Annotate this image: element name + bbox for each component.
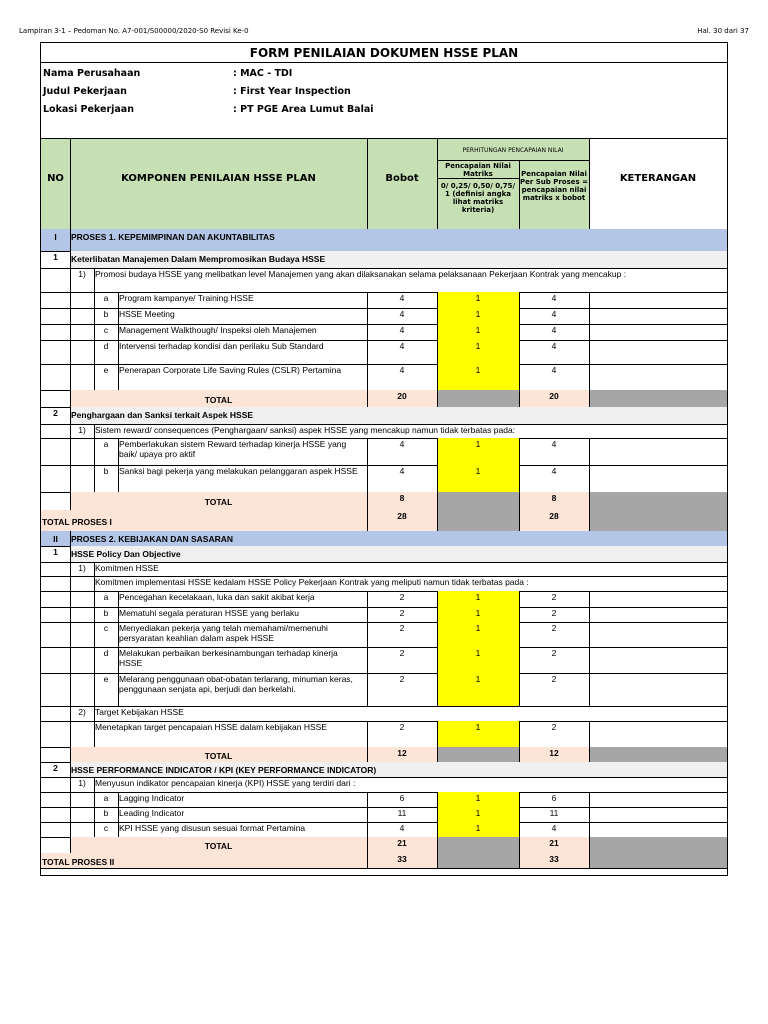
- item-text: Mematuhi segala peraturan HSSE yang berlaku: [119, 608, 300, 618]
- total-row: [41, 837, 727, 853]
- note-row: [41, 721, 727, 747]
- item-text: Pemberlakukan sistem Reward terhadap kinerja HSSE yang baik/ upaya pro aktif: [119, 439, 347, 459]
- sub-score-value: 2: [551, 608, 557, 618]
- item-letter: b: [103, 309, 109, 319]
- table-row: [41, 822, 727, 837]
- bobot-value: 2: [399, 623, 405, 633]
- subsection-row: [41, 762, 727, 777]
- sub-score-value: 4: [551, 293, 557, 303]
- matrix-value: 1: [475, 793, 481, 803]
- col-komponen: KOMPONEN PENILAIAN HSSE PLAN: [121, 173, 316, 184]
- bobot-value: 2: [399, 608, 405, 618]
- section-number: II: [53, 534, 58, 544]
- sub-row: [41, 706, 727, 721]
- item-text: Intervensi terhadap kondisi dan perilaku Sub Standard: [119, 341, 324, 351]
- matrix-value: 1: [475, 722, 481, 732]
- section-title: PROSES 2. KEBIJAKAN DAN SASARAN: [71, 534, 233, 544]
- total-score: 20: [549, 391, 559, 401]
- bobot-value: 4: [399, 341, 405, 351]
- table-row: [41, 807, 727, 822]
- sub-row: [41, 268, 727, 292]
- total-bobot: 20: [397, 391, 407, 401]
- item-letter: a: [103, 793, 109, 803]
- matrix-value: 1: [475, 439, 481, 449]
- total-label: TOTAL: [204, 751, 233, 761]
- total-row: [41, 390, 727, 407]
- sub-number: 1): [78, 778, 86, 788]
- bobot-value: 4: [399, 439, 405, 449]
- subsection-title: Penghargaan dan Sanksi terkait Aspek HSSE: [71, 410, 254, 420]
- sub-row: [41, 424, 727, 438]
- total-bobot: 33: [397, 854, 407, 864]
- subsection-title: HSSE Policy Dan Objective: [71, 549, 181, 559]
- table-header: [41, 138, 727, 229]
- matrix-value: 1: [475, 309, 481, 319]
- item-letter: c: [103, 823, 109, 833]
- bobot-value: 4: [399, 466, 405, 476]
- sub-number: 2): [78, 707, 86, 717]
- item-text: Pencegahan kecelakaan, luka dan sakit akibat kerja: [119, 592, 315, 602]
- sub-score-value: 2: [551, 722, 557, 732]
- sub-score-value: 4: [551, 365, 557, 375]
- col-pencapaian-matriks: Pencapaian Nilai Matriks: [445, 162, 511, 178]
- bobot-value: 4: [399, 823, 405, 833]
- table-row: [41, 673, 727, 706]
- item-text: Leading Indicator: [119, 808, 185, 818]
- table-row: [41, 607, 727, 622]
- item-text: Melarang penggunaan obat-obatan terlarang, minuman keras, penggunaan senjata api, berjudi dan berkelahi.: [119, 674, 353, 694]
- item-letter: c: [103, 325, 109, 335]
- item-text: Lagging Indicator: [119, 793, 185, 803]
- section-title: PROSES 1. KEPEMIMPINAN DAN AKUNTABILITAS: [71, 232, 275, 242]
- sub-score-value: 4: [551, 325, 557, 335]
- bobot-value: 2: [399, 674, 405, 684]
- matrix-value: 1: [475, 341, 481, 351]
- item-text: Melakukan perbaikan berkesinambungan terhadap kinerja HSSE: [119, 648, 338, 668]
- bobot-value: 4: [399, 365, 405, 375]
- item-letter: a: [103, 592, 109, 602]
- bobot-value: 6: [399, 793, 405, 803]
- table-row: [41, 340, 727, 364]
- location-label: Lokasi Pekerjaan: [43, 104, 134, 115]
- sub-title: Komitmen HSSE: [95, 563, 159, 573]
- total-bobot: 28: [397, 511, 407, 521]
- subsection-title: HSSE PERFORMANCE INDICATOR / KPI (KEY PERFORMANCE INDICATOR): [71, 765, 377, 775]
- item-letter: e: [103, 674, 109, 684]
- grand-total-label: TOTAL PROSES I: [42, 517, 112, 527]
- item-text: Penerapan Corporate Life Saving Rules (CSLR) Pertamina: [119, 365, 342, 375]
- subsection-title: Keterlibatan Manajemen Dalam Mempromosikan Budaya HSSE: [71, 254, 326, 264]
- job-title-label: Judul Pekerjaan: [43, 86, 127, 97]
- matrix-value: 1: [475, 608, 481, 618]
- form-title: FORM PENILAIAN DOKUMEN HSSE PLAN: [41, 43, 727, 63]
- col-matriks-note: 0/ 0,25/ 0,50/ 0,75/ 1 (definisi angka lihat matriks kriteria): [440, 182, 516, 214]
- matrix-value: 1: [475, 674, 481, 684]
- total-score: 8: [551, 493, 557, 503]
- sub-score-value: 4: [551, 823, 557, 833]
- table-row: [41, 324, 727, 340]
- subsection-number: 1: [53, 547, 58, 557]
- col-keterangan: KETERANGAN: [619, 173, 697, 184]
- sub-score-value: 11: [549, 808, 559, 818]
- col-bobot: Bobot: [385, 173, 419, 184]
- matrix-value: 1: [475, 808, 481, 818]
- table-row: [41, 792, 727, 807]
- bobot-value: 2: [399, 722, 405, 732]
- bobot-value: 4: [399, 309, 405, 319]
- subsection-number: 2: [53, 763, 58, 773]
- bobot-value: 2: [399, 648, 405, 658]
- sub-score-value: 2: [551, 592, 557, 602]
- location-value: : PT PGE Area Lumut Balai: [233, 104, 374, 115]
- total-label: TOTAL: [204, 497, 233, 507]
- sub-score-value: 4: [551, 309, 557, 319]
- total-bobot: 12: [397, 748, 407, 758]
- sub-score-value: 2: [551, 623, 557, 633]
- table-row: [41, 364, 727, 390]
- item-text: Management Walkthough/ Inspeksi oleh Manajemen: [119, 325, 317, 335]
- col-pencapaian-sub: Pencapaian Nilai Per Sub Proses = pencapaian nilai matriks x bobot: [519, 170, 588, 202]
- matrix-value: 1: [475, 823, 481, 833]
- assessment-form: [40, 42, 728, 876]
- total-score: 28: [549, 511, 559, 521]
- page-number: Hal. 30 dari 37: [697, 27, 749, 35]
- subsection-row: [41, 546, 727, 562]
- total-bobot: 21: [397, 838, 407, 848]
- grandtotal-row: [41, 510, 727, 531]
- col-no: NO: [47, 173, 64, 184]
- company-label: Nama Perusahaan: [43, 68, 141, 79]
- section-row: [41, 229, 727, 251]
- matrix-value: 1: [475, 365, 481, 375]
- item-letter: d: [103, 648, 109, 658]
- total-row: [41, 492, 727, 510]
- total-label: TOTAL: [204, 395, 233, 405]
- item-letter: d: [103, 341, 109, 351]
- grandtotal-row: [41, 853, 727, 868]
- total-score: 33: [549, 854, 559, 864]
- table-row: [41, 292, 727, 308]
- total-label: TOTAL: [204, 841, 233, 851]
- item-text: Menyediakan pekerja yang telah memahami/memenuhi persyaratan keahlian dalam aspek HSSE: [119, 623, 328, 643]
- sub-row: [41, 777, 727, 792]
- matrix-value: 1: [475, 293, 481, 303]
- table-row: [41, 308, 727, 324]
- subsection-number: 2: [53, 408, 58, 418]
- subsection-row: [41, 407, 727, 424]
- item-text: KPI HSSE yang disusun sesuai format Pertamina: [119, 823, 306, 833]
- table-row: [41, 591, 727, 607]
- bobot-value: 4: [399, 293, 405, 303]
- matrix-value: 1: [475, 648, 481, 658]
- sub-row: [41, 562, 727, 576]
- sub-number: 1): [78, 269, 86, 279]
- table-row: [41, 438, 727, 465]
- subsection-row: [41, 251, 727, 268]
- sub-title: Target Kebijakan HSSE: [95, 707, 184, 717]
- matrix-value: 1: [475, 466, 481, 476]
- sub-title: Menyusun indikator pencapaian kinerja (KPI) HSSE yang terdiri dari :: [95, 778, 356, 788]
- table-row: [41, 647, 727, 673]
- sub-number: 1): [78, 563, 86, 573]
- subsection-number: 1: [53, 252, 58, 262]
- bobot-value: 4: [399, 325, 405, 335]
- total-row: [41, 747, 727, 762]
- sub-score-value: 4: [551, 439, 557, 449]
- job-title-value: : First Year Inspection: [233, 86, 351, 97]
- matrix-value: 1: [475, 592, 481, 602]
- item-text: HSSE Meeting: [119, 309, 175, 319]
- total-score: 21: [549, 838, 559, 848]
- table-row: [41, 465, 727, 492]
- total-bobot: 8: [399, 493, 405, 503]
- matrix-value: 1: [475, 325, 481, 335]
- item-letter: b: [103, 608, 109, 618]
- item-letter: a: [103, 293, 109, 303]
- grand-total-label: TOTAL PROSES II: [42, 857, 115, 867]
- section-number: I: [54, 232, 57, 242]
- item-letter: b: [103, 466, 109, 476]
- item-text: Program kampanye/ Training HSSE: [119, 293, 254, 303]
- table-row: [41, 622, 727, 647]
- company-value: : MAC - TDI: [233, 68, 293, 79]
- bobot-value: 11: [397, 808, 407, 818]
- sub-score-value: 4: [551, 341, 557, 351]
- sub-title: Promosi budaya HSSE yang melibatkan level Manajemen yang akan dilaksanakan selama pelaksanaan Pekerjaan Kontrak yang mencakup :: [95, 269, 627, 279]
- sub-score-value: 6: [551, 793, 557, 803]
- item-letter: a: [103, 439, 109, 449]
- total-score: 12: [549, 748, 559, 758]
- col-perhitungan: PERHITUNGAN PENCAPAIAN NILAI: [462, 147, 564, 154]
- item-letter: b: [103, 808, 109, 818]
- matrix-value: 1: [475, 623, 481, 633]
- note-row: [41, 576, 727, 591]
- sub-score-value: 2: [551, 674, 557, 684]
- sub-score-value: 2: [551, 648, 557, 658]
- item-text: Sanksi bagi pekerja yang melakukan pelanggaran aspek HSSE: [119, 466, 358, 476]
- item-letter: c: [103, 623, 109, 633]
- sub-score-value: 4: [551, 466, 557, 476]
- sub-title: Sistem reward/ consequences (Penghargaan/ sanksi) aspek HSSE yang mencakup namun tidak terbatas pada:: [95, 425, 516, 435]
- section-row: [41, 531, 727, 546]
- item-letter: e: [103, 365, 109, 375]
- page-header-left: Lampiran 3-1 – Pedoman No. A7-001/S00000/2020-S0 Revisi Ke-0: [19, 27, 249, 35]
- note-text: Menetapkan target pencapaian HSSE dalam kebijakan HSSE: [95, 722, 328, 732]
- sub-number: 1): [78, 425, 86, 435]
- note-text: Komitmen implementasi HSSE kedalam HSSE Policy Pekerjaan Kontrak yang meliputi namun tidak terbatas pada :: [95, 577, 529, 587]
- bobot-value: 2: [399, 592, 405, 602]
